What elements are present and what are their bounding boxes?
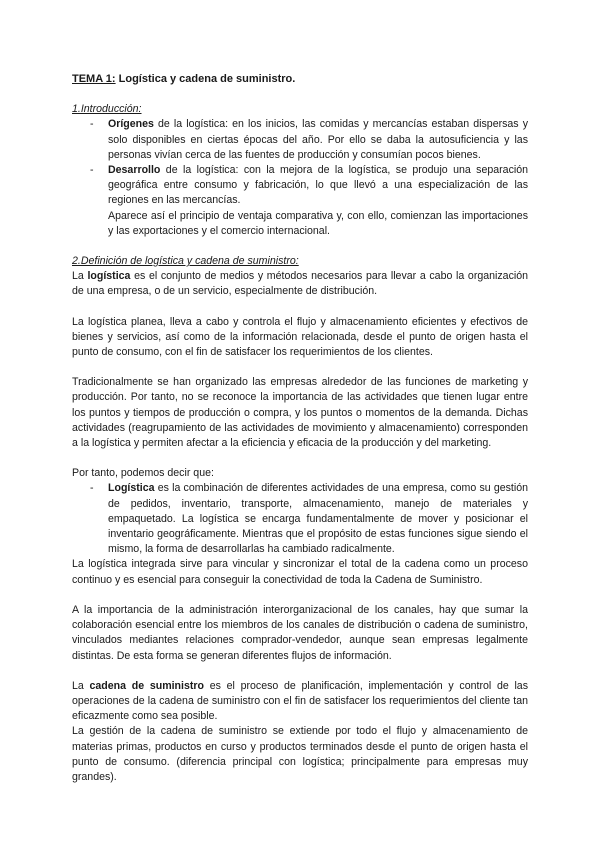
paragraph-logistica-integrada: La logística integrada sirve para vincular y sincronizar el total de la cadena como un proceso continuo y es esencial para conseguir la conectividad de toda la Cadena de Suministro. xyxy=(72,558,528,586)
title-label: TEMA 1: xyxy=(72,73,116,85)
paragraph-logistica-planea: La logística planea, lleva a cabo y controla el flujo y almacenamiento eficientes y efectivos de bienes y servicios, así como de la información relacionada, desde el punto de origen hasta el punto de consumo, con el fin de satisfacer los requerimientos de los clientes. xyxy=(72,315,528,359)
logistica-item-text: es la combinación de diferentes actividades de una empresa, como su gestión de pedidos, inventario, transporte, almacenamiento, manejo de materiales y empaquetado. La logística se encarga fundamentalmente de mover y posicionar el inventario geográficamente. Mientras que el propósito de estas funciones sigue siendo el mismo, la forma de desarrollarlas ha cambiado radicalmente. xyxy=(108,482,528,556)
section-1-continuation: Aparece así el principio de ventaja comparativa y, con ello, comienzan las importaciones y las exportaciones y el comercio internacional. xyxy=(108,209,528,237)
term-cadena: cadena de suministro xyxy=(89,679,204,692)
paragraph-tradicionalmente: Tradicionalmente se han organizado las empresas alrededor de las funciones de marketing y producción. Por tanto, no se reconoce la importancia de las actividades que tienen lugar entre los puntos y tiempos de producción o compra, y los puntos o momentos de la demanda. Dichas actividades (reagrupamiento de las actividades de movimiento y almacenamiento) corresponden a la logística y permiten afectar a la eficiencia y eficacia de la producción y del marketing. xyxy=(72,376,528,450)
desarrollo-text: de la logística: con la mejora de la logística, se produjo una separación geográfica entre consumo y fabricación, lo que llevó a una especialización de las regiones en las mercancías. xyxy=(108,164,528,207)
paragraph-por-tanto: Por tanto, podemos decir que: xyxy=(72,467,214,480)
title-text: Logística y cadena de suministro. xyxy=(115,73,296,85)
term-origenes: Orígenes xyxy=(108,118,154,131)
list-item-desarrollo xyxy=(72,163,528,209)
dash-bullet: - xyxy=(90,164,94,177)
section-2-heading: 2.Definición de logística y cadena de suministro: xyxy=(72,255,299,268)
paragraph-gestion-cadena: La gestión de la cadena de suministro se extiende por todo el flujo y almacenamiento de materias primas, productos en curso y productos terminados desde el punto de origen hasta el punto de consumo. (diferencia principal con logística; principalmente para empresas muy grandes). xyxy=(72,725,528,783)
list-item-origenes xyxy=(72,117,528,163)
document-title xyxy=(72,72,528,87)
paragraph-logistica-definition xyxy=(72,269,528,299)
paragraph-administracion-interorganizacional: A la importancia de la administración interorganizacional de los canales, hay que sumar la colaboración esencial entre los miembros de los canales de distribución o cadena de suministro, vinculados mediantes relaciones comprador-vendedor, aunque sean empresas legalmente distintas. De esta forma se generan diferentes flujos de información. xyxy=(72,603,528,662)
term-desarrollo: Desarrollo xyxy=(108,164,161,177)
dash-bullet: - xyxy=(90,118,94,131)
section-1-heading: 1.Introducción: xyxy=(72,103,142,116)
dash-bullet: - xyxy=(90,482,94,495)
section-1-list xyxy=(72,117,528,208)
p1-pre: La xyxy=(72,270,88,283)
p7-text: es el proceso de planificación, implementación y control de las operaciones de la cadena de suministro con el fin de satisfacer los requerimientos del cliente tan eficazmente como sea posible. xyxy=(72,679,528,723)
list-item-logistica xyxy=(72,481,528,557)
p1-text: es el conjunto de medios y métodos necesarios para llevar a cabo la organización de una empresa, o de un servicio, especialmente de distribución. xyxy=(72,270,528,298)
origenes-text: de la logística: en los inicios, las comidas y mercancías estaban dispersas y solo disponibles en ciertas épocas del año. Por ello se daba la autosuficiencia y las personas vivían cerca de las fuentes de producción y consumían pocos bienes. xyxy=(108,118,528,161)
paragraph-cadena-definition xyxy=(72,679,528,725)
p7-pre: La xyxy=(72,679,90,692)
term-logistica-item: Logística xyxy=(108,482,155,495)
term-logistica: logística xyxy=(87,270,131,283)
section-2-list xyxy=(72,481,528,557)
